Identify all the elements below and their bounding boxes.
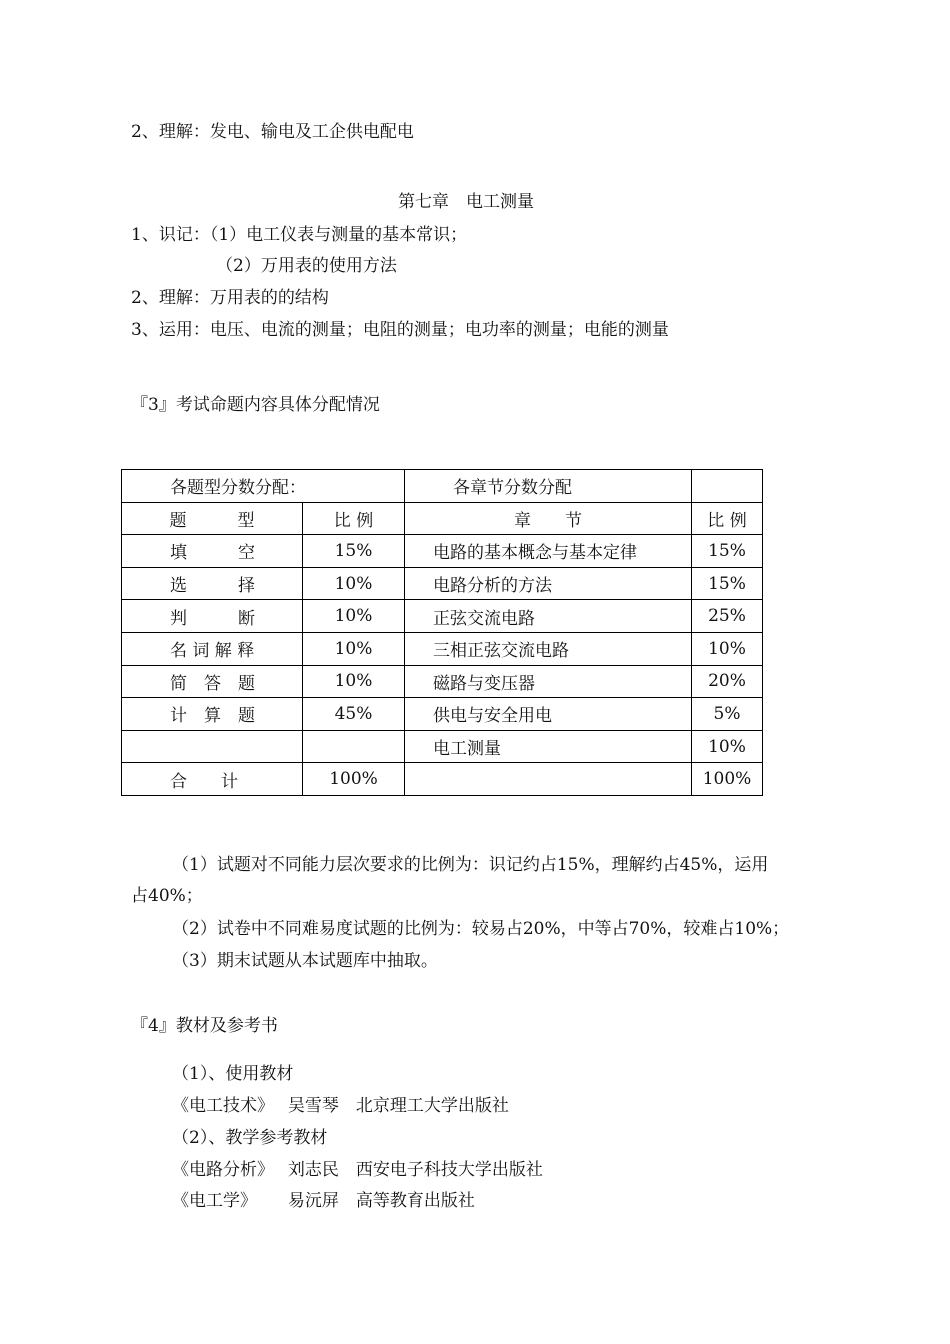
question-type: 选 择 (122, 567, 303, 600)
question-type (122, 730, 303, 763)
empty-header-cell (692, 470, 763, 503)
section3-heading: 『3』考试命题内容具体分配情况 (131, 395, 380, 415)
reference-label: （2）、教学参考教材 (172, 1128, 328, 1148)
type-ratio: 10% (303, 600, 405, 633)
score-distribution-table (121, 469, 763, 796)
type-ratio: 15% (303, 535, 405, 568)
table-row (122, 567, 763, 600)
type-ratio: 10% (303, 665, 405, 698)
type-ratio: 45% (303, 698, 405, 731)
chapter-name: 电路的基本概念与基本定律 (405, 535, 692, 568)
question-type: 填 空 (122, 535, 303, 568)
chapter-ratio: 10% (692, 632, 763, 665)
table-total-row (122, 763, 763, 796)
section4-heading: 『4』教材及参考书 (131, 1016, 278, 1036)
table-row (122, 665, 763, 698)
type-ratio: 10% (303, 632, 405, 665)
textbook-entry: 《电工技术》 吴雪琴 北京理工大学出版社 (172, 1096, 509, 1116)
table-row (122, 698, 763, 731)
total-ratio: 100% (303, 763, 405, 796)
note-1-cont: 占40%； (131, 886, 203, 906)
table-row (122, 632, 763, 665)
chapter-name: 供电与安全用电 (405, 698, 692, 731)
col-chapter: 章 节 (405, 502, 692, 535)
note-3: （3）期末试题从本试题库中抽取。 (172, 951, 438, 971)
chapter7-item-3: 3、运用：电压、电流的测量；电阻的测量；电功率的测量；电能的测量 (131, 320, 669, 340)
table-row (122, 600, 763, 633)
chapter7-item-1: 1、识记：（1）电工仪表与测量的基本常识； (131, 225, 468, 245)
type-ratio: 10% (303, 567, 405, 600)
chapter-name (405, 763, 692, 796)
chapter-name: 电路分析的方法 (405, 567, 692, 600)
chapter-ratio: 5% (692, 698, 763, 731)
chapter-ratio: 10% (692, 730, 763, 763)
table-column-row (122, 502, 763, 535)
chapter-name: 三相正弦交流电路 (405, 632, 692, 665)
note-1: （1）试题对不同能力层次要求的比例为：识记约占15%，理解约占45%，运用 (172, 855, 769, 875)
chapter7-item-1b: （2）万用表的使用方法 (216, 256, 397, 276)
textbook-label: （1）、使用教材 (172, 1064, 294, 1084)
note-2: （2）试卷中不同难易度试题的比例为：较易占20%，中等占70%，较难占10%； (172, 919, 790, 939)
question-type: 判 断 (122, 600, 303, 633)
chapter-ratio: 15% (692, 535, 763, 568)
chapter7-title: 第七章 电工测量 (398, 192, 534, 212)
left-group-header: 各题型分数分配： (122, 470, 405, 503)
table-row (122, 535, 763, 568)
table-row (122, 730, 763, 763)
col-ratio-left: 比 例 (303, 502, 405, 535)
right-group-header: 各章节分数分配 (405, 470, 692, 503)
chapter-ratio: 20% (692, 665, 763, 698)
col-ratio-right: 比 例 (692, 502, 763, 535)
top-line: 2、理解：发电、输电及工企供电配电 (131, 122, 414, 142)
table-header-row (122, 470, 763, 503)
chapter-name: 正弦交流电路 (405, 600, 692, 633)
chapter-name: 磁路与变压器 (405, 665, 692, 698)
question-type: 计 算 题 (122, 698, 303, 731)
reference-entry-2: 《电工学》 易沅屏 高等教育出版社 (172, 1191, 475, 1211)
total-label: 合 计 (122, 763, 303, 796)
chapter-total-ratio: 100% (692, 763, 763, 796)
type-ratio (303, 730, 405, 763)
chapter7-item-2: 2、理解：万用表的的结构 (131, 288, 329, 308)
chapter-ratio: 25% (692, 600, 763, 633)
question-type: 简 答 题 (122, 665, 303, 698)
chapter-name: 电工测量 (405, 730, 692, 763)
reference-entry-1: 《电路分析》 刘志民 西安电子科技大学出版社 (172, 1160, 543, 1180)
question-type: 名 词 解 释 (122, 632, 303, 665)
col-type: 题 型 (122, 502, 303, 535)
chapter-ratio: 15% (692, 567, 763, 600)
